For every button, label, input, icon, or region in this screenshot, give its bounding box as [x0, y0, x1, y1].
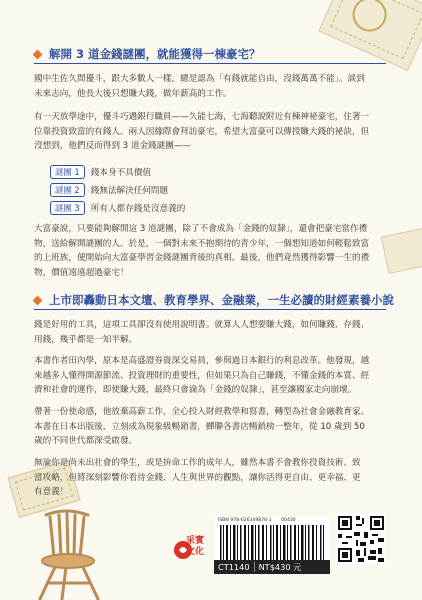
riddle-tag: 謎團 2 — [50, 183, 85, 197]
qr-code-icon — [336, 514, 386, 564]
riddle-text: 錢本身不具價值 — [90, 168, 151, 178]
diamond-bullet-icon — [33, 295, 43, 305]
publisher-name: 采實文化 — [186, 536, 205, 557]
text-line: 的上班族，便開始向大富豪學習金錢謎團背後的真相。最後，他們竟然獲得影響一生的禮 — [34, 253, 370, 263]
section2-paragraph-1 — [34, 318, 386, 347]
text-line: 用錢，幾乎都是一知半解。 — [34, 334, 138, 345]
text-line: 位靠投資致富的有錢人。兩人因緣際會拜訪豪宅，希望大富豪可以傳授賺大錢的祕訣，但 — [34, 126, 370, 137]
text-line: 本書作者田內學，原本是高盛證券資深交易員，參與過日本銀行的利息改革。他發現，越 — [34, 356, 370, 366]
section1-paragraph-2 — [34, 110, 386, 154]
text-line: 有意義！ — [34, 487, 69, 497]
price-label: NT$430 元 — [258, 561, 302, 572]
diamond-bullet-icon — [33, 49, 43, 59]
text-line: 物，價值遠遠超過豪宅！ — [34, 267, 129, 278]
text-line: 未來志向，他長大後只想賺大錢，做年薪高的工作。 — [34, 88, 232, 99]
text-line: 帶著一份使命感，他放棄高薪工作，全心投入財經教學和寫書，轉型為社會金融教育家。 — [34, 407, 370, 417]
text-line: 國中生佐久間優斗，跟大多數人一樣，總是認為「有錢就能自由，沒錢萬萬不能」。談到 — [34, 74, 365, 84]
text-line: 錢是好用的工具，這項工具卻沒有使用說明書。就算人人想要賺大錢，如何賺錢、存錢、 — [34, 320, 370, 330]
isbn-number: ISBN 978-626349876-1 — [218, 518, 272, 523]
riddle-tag: 謎團 3 — [50, 201, 85, 215]
text-line: 大富豪說，只要能夠解開這 3 道謎團，除了不會成為「金錢的奴隸」，還會把豪宅當作禮 — [34, 224, 368, 234]
section2-heading-text: 上市即轟動日本文壇、教育學界、金融業，一生必讀的財經素養小說 — [49, 293, 394, 307]
text-line: 無論你是尚未出社會的學生，或是拚命工作的成年人，雖然本書不會教你投資技術、致 — [34, 458, 361, 468]
price-bar — [214, 560, 330, 574]
text-line: 沒想到，他們反而得到 3 道金錢謎團—— — [34, 141, 192, 151]
section2-divider — [34, 309, 386, 310]
wooden-chair-illustration — [26, 505, 116, 600]
section1-paragraph-3 — [34, 222, 386, 280]
banknote-illustration-middle — [381, 224, 422, 274]
isbn-text — [218, 518, 296, 523]
section2-paragraph-3 — [34, 405, 386, 449]
text-line: 有一天放學途中，優斗巧遇銀行職員——久能七海，七海聽說附近有棟神祕豪宅，住著一 — [34, 112, 370, 122]
section1-divider — [34, 63, 386, 64]
section2-heading — [34, 292, 394, 308]
text-line: 本書在日本出版後，立刻成為現象級暢銷書，蟬聯各書店暢銷榜一整年，從 10 歲到 50 — [34, 421, 365, 432]
riddle-tag: 謎團 1 — [50, 165, 85, 179]
text-line: 來越多人懂得開源節流、投資理財的重要性，但如果只為自己賺錢，不懂金錢的本質、經 — [34, 370, 370, 381]
section1-paragraph-1 — [34, 72, 386, 101]
text-line: 歲的不同世代都深受啟發。 — [34, 436, 138, 446]
section1-heading-text: 解開 3 道金錢謎團，就能獲得一棟豪宅？ — [49, 47, 261, 61]
section2-paragraph-2 — [34, 354, 386, 398]
text-line: 濟和社會的運作，即使賺大錢，最終只會淪為「金錢的奴隸」，甚至讓國家走向崩壞。 — [34, 385, 357, 395]
riddle-item — [50, 165, 151, 179]
isbn-price-code: 00430 — [281, 518, 296, 523]
text-line: 富攻略，但將深刻影響你看待金錢、人生與世界的觀點，讓你活得更自由、更幸福、更 — [34, 472, 361, 483]
product-code: CT1140 — [218, 562, 250, 572]
riddle-text: 錢無法解決任何問題 — [90, 186, 169, 196]
riddle-item — [50, 183, 168, 197]
riddle-text: 所有人都存錢是沒意義的 — [90, 204, 186, 214]
section2-paragraph-4 — [34, 456, 386, 500]
section1-heading — [34, 46, 261, 62]
banknote-illustration-top — [318, 0, 422, 71]
text-line: 物，送給解開謎團的人。於是，一個對未來不抱期待的青少年，一個想知道如何輕鬆致富 — [34, 238, 370, 249]
riddle-item — [50, 201, 185, 215]
